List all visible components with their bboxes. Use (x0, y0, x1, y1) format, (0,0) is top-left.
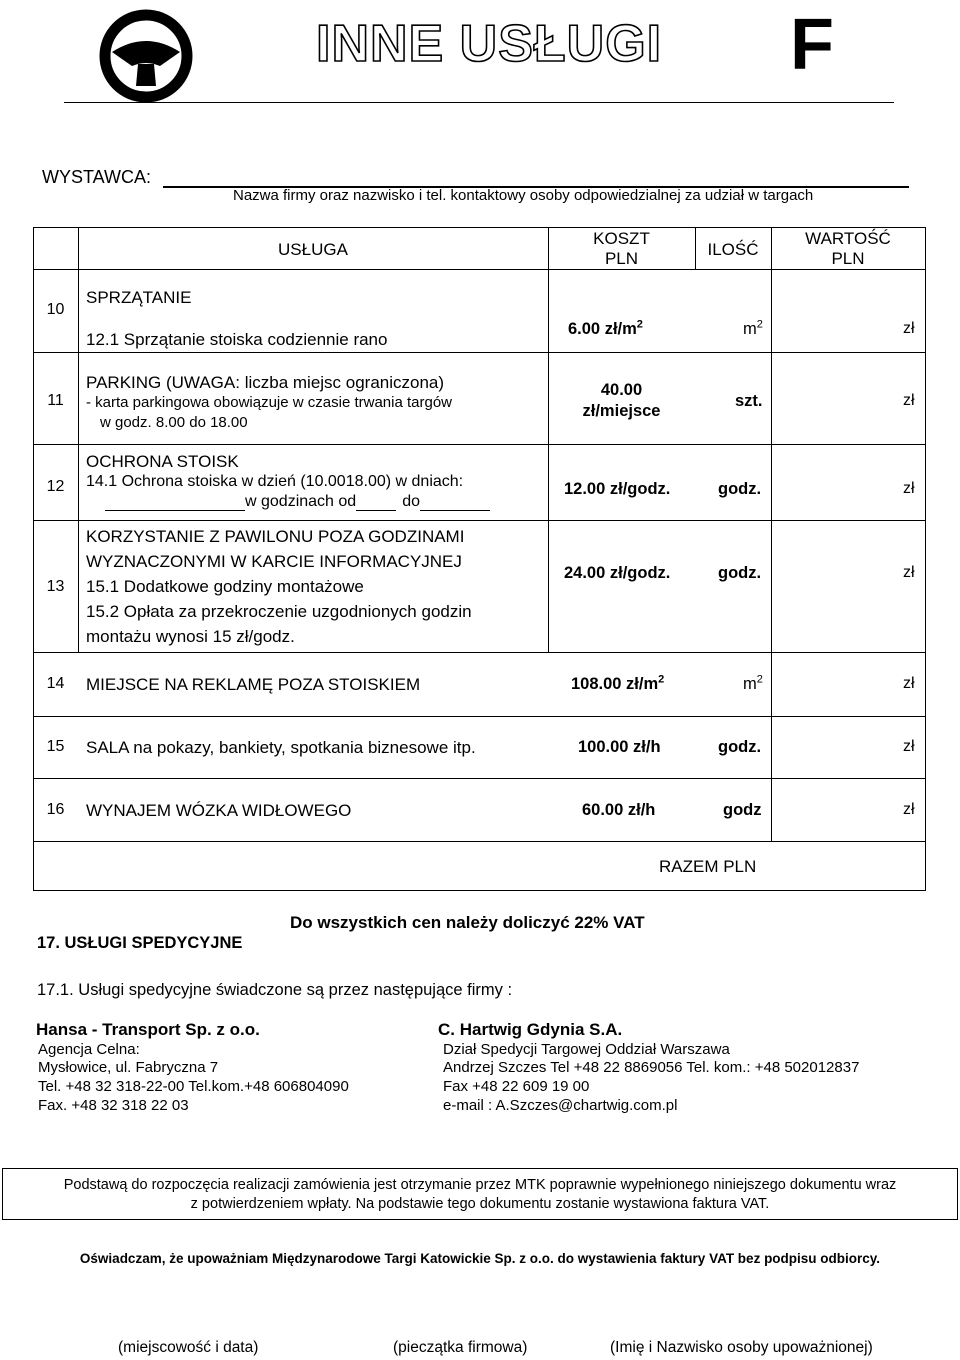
row-currency: zł (903, 738, 915, 755)
unit-sup: 2 (756, 318, 763, 331)
table-border (78, 227, 79, 652)
row-currency: zł (903, 320, 915, 337)
row-number: 12 (46, 478, 65, 495)
table-border (33, 841, 926, 842)
row-title (86, 738, 476, 758)
row-currency: zł (903, 480, 915, 497)
row-detail (86, 473, 463, 491)
table-border (33, 352, 926, 353)
row-currency: zł (903, 392, 915, 409)
unit-sup: 2 (756, 673, 763, 686)
title-text: PARKING (86, 373, 162, 392)
table-border (33, 444, 926, 445)
signature-place-date: (miejscowość i data) (118, 1339, 259, 1356)
row-unit: godz (723, 801, 762, 819)
price-sup: 2 (636, 318, 643, 331)
table-border (33, 716, 926, 717)
row-title: MIEJSCE NA REKLAMĘ POZA STOISKIEM (86, 675, 421, 694)
header-value (771, 229, 925, 269)
company-line: Agencja Celna: (38, 1041, 140, 1058)
row-detail: 12.1 Sprzątanie stoiska codziennie rano (86, 330, 388, 349)
price-line1: 40.00 (600, 381, 643, 399)
price-text: 108.00 zł/m (571, 675, 659, 693)
price-line2: zł/miejsce (582, 402, 661, 420)
row-title (86, 373, 444, 393)
total-label: RAZEM PLN (659, 857, 757, 876)
header-value-line1: WARTOŚĆ (805, 229, 891, 248)
table-border (33, 227, 926, 228)
notice-line1: Podstawą do rozpoczęcia realizacji zamówienia jest otrzymanie przez MTK poprawnie wypełnionego niniejszego dokumentu wraz (63, 1177, 897, 1193)
notice-text (2, 1176, 958, 1214)
company-name: Hansa - Transport Sp. z o.o. (36, 1020, 260, 1039)
forwarding-heading: 17. USŁUGI SPEDYCYJNE (37, 934, 243, 952)
hours-to-field[interactable] (420, 497, 490, 511)
row-title: WYNAJEM WÓZKA WIDŁOWEGO (86, 801, 352, 820)
title-text: SALA (86, 738, 129, 757)
company-line: Andrzej Szczes Tel +48 22 8869056 Tel. kom.: +48 502012837 (443, 1059, 860, 1076)
table-border (33, 652, 926, 653)
row-price (568, 320, 643, 339)
row-unit (743, 320, 763, 339)
row-number: 10 (46, 301, 65, 318)
table-border (771, 227, 772, 841)
company-name: C. Hartwig Gdynia S.A. (438, 1020, 623, 1039)
company-line: Fax +48 22 609 19 00 (443, 1078, 590, 1095)
company-line: Fax. +48 32 318 22 03 (38, 1097, 189, 1114)
company-line: Mysłowice, ul. Fabryczna 7 (38, 1059, 219, 1076)
row-price: 100.00 zł/h (578, 738, 661, 756)
price-sup: 2 (658, 673, 665, 686)
header-quantity: ILOŚĆ (707, 240, 759, 259)
unit-text: m (743, 675, 757, 693)
row-unit (743, 675, 763, 694)
row-number: 16 (46, 801, 65, 818)
row-detail: w godz. 8.00 do 18.00 (100, 414, 248, 431)
row-detail (105, 493, 490, 511)
table-border (33, 520, 926, 521)
notice-line2: z potwierdzeniem wpłaty. Na podstawie tego dokumentu zostanie wystawiona faktura VAT. (190, 1196, 770, 1212)
company-email[interactable]: e-mail : A.Szczes@chartwig.com.pl (443, 1097, 678, 1114)
row-price: 12.00 zł/godz. (564, 480, 671, 498)
row-unit: godz. (718, 480, 762, 498)
row-title: KORZYSTANIE Z PAWILONU POZA GODZINAMI (86, 527, 465, 546)
row-price (571, 675, 664, 694)
hours-to-label: do (402, 493, 420, 510)
row-price: 24.00 zł/godz. (564, 564, 671, 582)
header-cost (548, 229, 695, 269)
table-border (33, 269, 926, 270)
table-border (548, 227, 549, 652)
row-unit: godz. (718, 738, 762, 756)
row-detail: - karta parkingowa obowiązuje w czasie trwania targów (86, 394, 453, 411)
steering-wheel-icon (98, 8, 194, 104)
row-title: OCHRONA STOISK (86, 452, 239, 471)
form-letter: F (790, 5, 834, 85)
hours-from-label: w godzinach od (245, 493, 357, 510)
row-number: 11 (47, 392, 64, 409)
unit-text: m (743, 320, 757, 338)
row-title: WYZNACZONYMI W KARCIE INFORMACYJNEJ (86, 552, 462, 571)
title-note: (UWAGA: liczba miejsc ograniczona) (161, 373, 445, 392)
title-note: na pokazy, bankiety, spotkania biznesowe itp. (128, 738, 476, 757)
signature-stamp: (pieczątka firmowa) (393, 1339, 528, 1356)
header-cost-line2: PLN (604, 249, 639, 268)
row-price: 60.00 zł/h (582, 801, 656, 819)
company-line: Tel. +48 32 318-22-00 Tel.kom.+48 606804090 (38, 1078, 349, 1095)
row-unit: godz. (718, 564, 762, 582)
hours-from-field[interactable] (356, 497, 396, 511)
forwarding-intro: 17.1. Usługi spedycyjne świadczone są przez następujące firmy : (37, 981, 513, 999)
row-title: SPRZĄTANIE (86, 288, 192, 307)
row-currency: zł (903, 801, 915, 818)
detail-b: 18.00) w dniach: (345, 473, 464, 490)
signature-name: (Imię i Nazwisko osoby upoważnionej) (610, 1339, 873, 1356)
header-service: USŁUGA (278, 240, 348, 259)
table-border (33, 890, 926, 891)
price-text: 6.00 zł/m (568, 320, 637, 338)
row-currency: zł (903, 564, 915, 581)
row-number: 15 (46, 738, 65, 755)
declaration: Oświadczam, że upoważniam Międzynarodowe Targi Katowickie Sp. z o.o. do wystawienia faktury VAT bez podpisu odbiorcy. (79, 1251, 881, 1266)
days-field[interactable] (105, 497, 245, 511)
row-price (548, 380, 695, 422)
detail-a: 14.1 Ochrona stoiska w dzień (10.00 (86, 473, 346, 490)
form-title: INNE USŁUGI (316, 15, 663, 73)
vat-note: Do wszystkich cen należy doliczyć 22% VAT (290, 913, 645, 932)
row-currency: zł (903, 675, 915, 692)
header-value-line2: PLN (831, 249, 865, 268)
table-border (925, 227, 926, 891)
company-line: Dział Spedycji Targowej Oddział Warszawa (443, 1041, 730, 1058)
exhibitor-label: WYSTAWCA: (42, 167, 151, 187)
row-number: 13 (46, 578, 65, 595)
row-detail: 15.2 Opłata za przekroczenie uzgodnionych godzin (86, 602, 472, 621)
header-divider (64, 102, 894, 103)
exhibitor-hint: Nazwa firmy oraz nazwisko i tel. kontaktowy osoby odpowiedzialnej za udział w targach (233, 187, 814, 204)
row-number: 14 (46, 675, 65, 692)
table-border (33, 778, 926, 779)
row-detail: montażu wynosi 15 zł/godz. (86, 627, 295, 646)
row-unit: szt. (735, 392, 763, 410)
header-cost-line1: KOSZT (593, 229, 650, 248)
row-detail: 15.1 Dodatkowe godziny montażowe (86, 577, 364, 596)
table-border (33, 227, 34, 891)
